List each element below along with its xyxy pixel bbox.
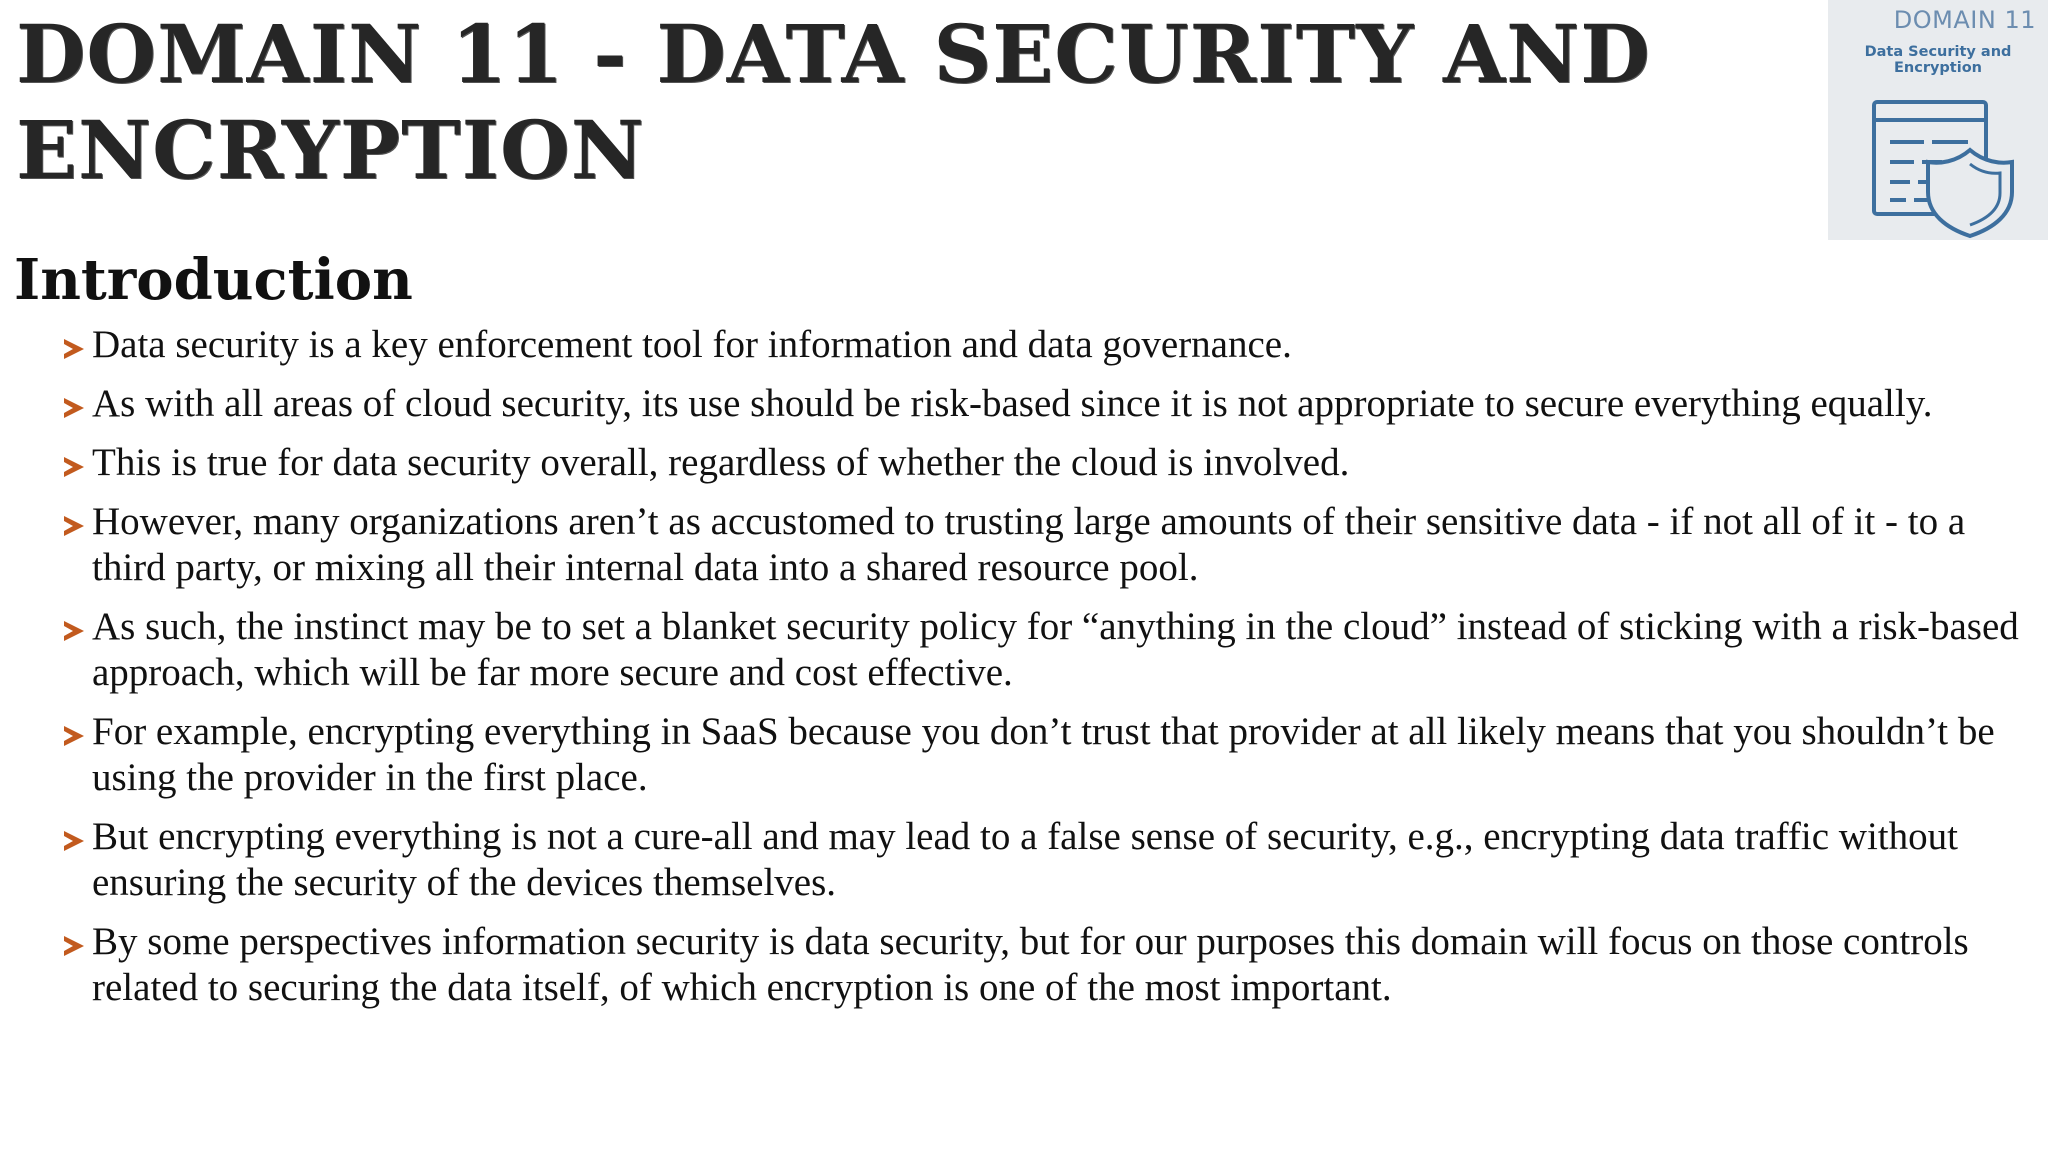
list-item [64,440,2024,486]
slide-title: DOMAIN 11 - DATA SECURITY AND ENCRYPTION [16,7,1651,197]
section-heading: Introduction [14,247,413,313]
bullet-arrow-icon [64,621,84,641]
bullet-arrow-icon [64,398,84,418]
bullet-text: For example, encrypting everything in SaaS because you don’t trust that provider at all likely means that you shouldn’t be using the provider in the first place. [92,710,1995,799]
bullet-text: This is true for data security overall, regardless of whether the cloud is involved. [92,441,1350,484]
list-item [64,604,2024,696]
badge-domain-label: DOMAIN 11 [1893,6,2036,34]
list-item [64,919,2024,1011]
bullet-arrow-icon [64,339,84,359]
list-item [64,709,2024,801]
bullet-list [64,322,2024,1024]
list-item [64,381,2024,427]
bullet-text: As with all areas of cloud security, its use should be risk-based since it is not appropriate to secure everything equally. [92,382,1933,425]
bullet-text: But encrypting everything is not a cure-all and may lead to a false sense of security, e.g., encrypting data traffic without ensuring the security of the devices themselves. [92,815,1958,904]
bullet-arrow-icon [64,831,84,851]
document-shield-icon [1870,96,2020,240]
domain-badge [1828,0,2048,240]
bullet-arrow-icon [64,516,84,536]
bullet-text: However, many organizations aren’t as accustomed to trusting large amounts of their sensitive data - if not all of it - to a third party, or mixing all their internal data into a shared resource pool. [92,500,1966,589]
bullet-arrow-icon [64,726,84,746]
bullet-text: Data security is a key enforcement tool for information and data governance. [92,323,1292,366]
badge-subtitle: Data Security and Encryption [1864,44,2012,76]
list-item [64,814,2024,906]
bullet-arrow-icon [64,457,84,477]
list-item [64,322,2024,368]
list-item [64,499,2024,591]
bullet-text: As such, the instinct may be to set a blanket security policy for “anything in the cloud” instead of sticking with a risk-based approach, which will be far more secure and cost effective. [92,605,2019,694]
bullet-text: By some perspectives information security is data security, but for our purposes this domain will focus on those controls related to securing the data itself, of which encryption is one of the most important. [92,920,1969,1009]
bullet-arrow-icon [64,936,84,956]
